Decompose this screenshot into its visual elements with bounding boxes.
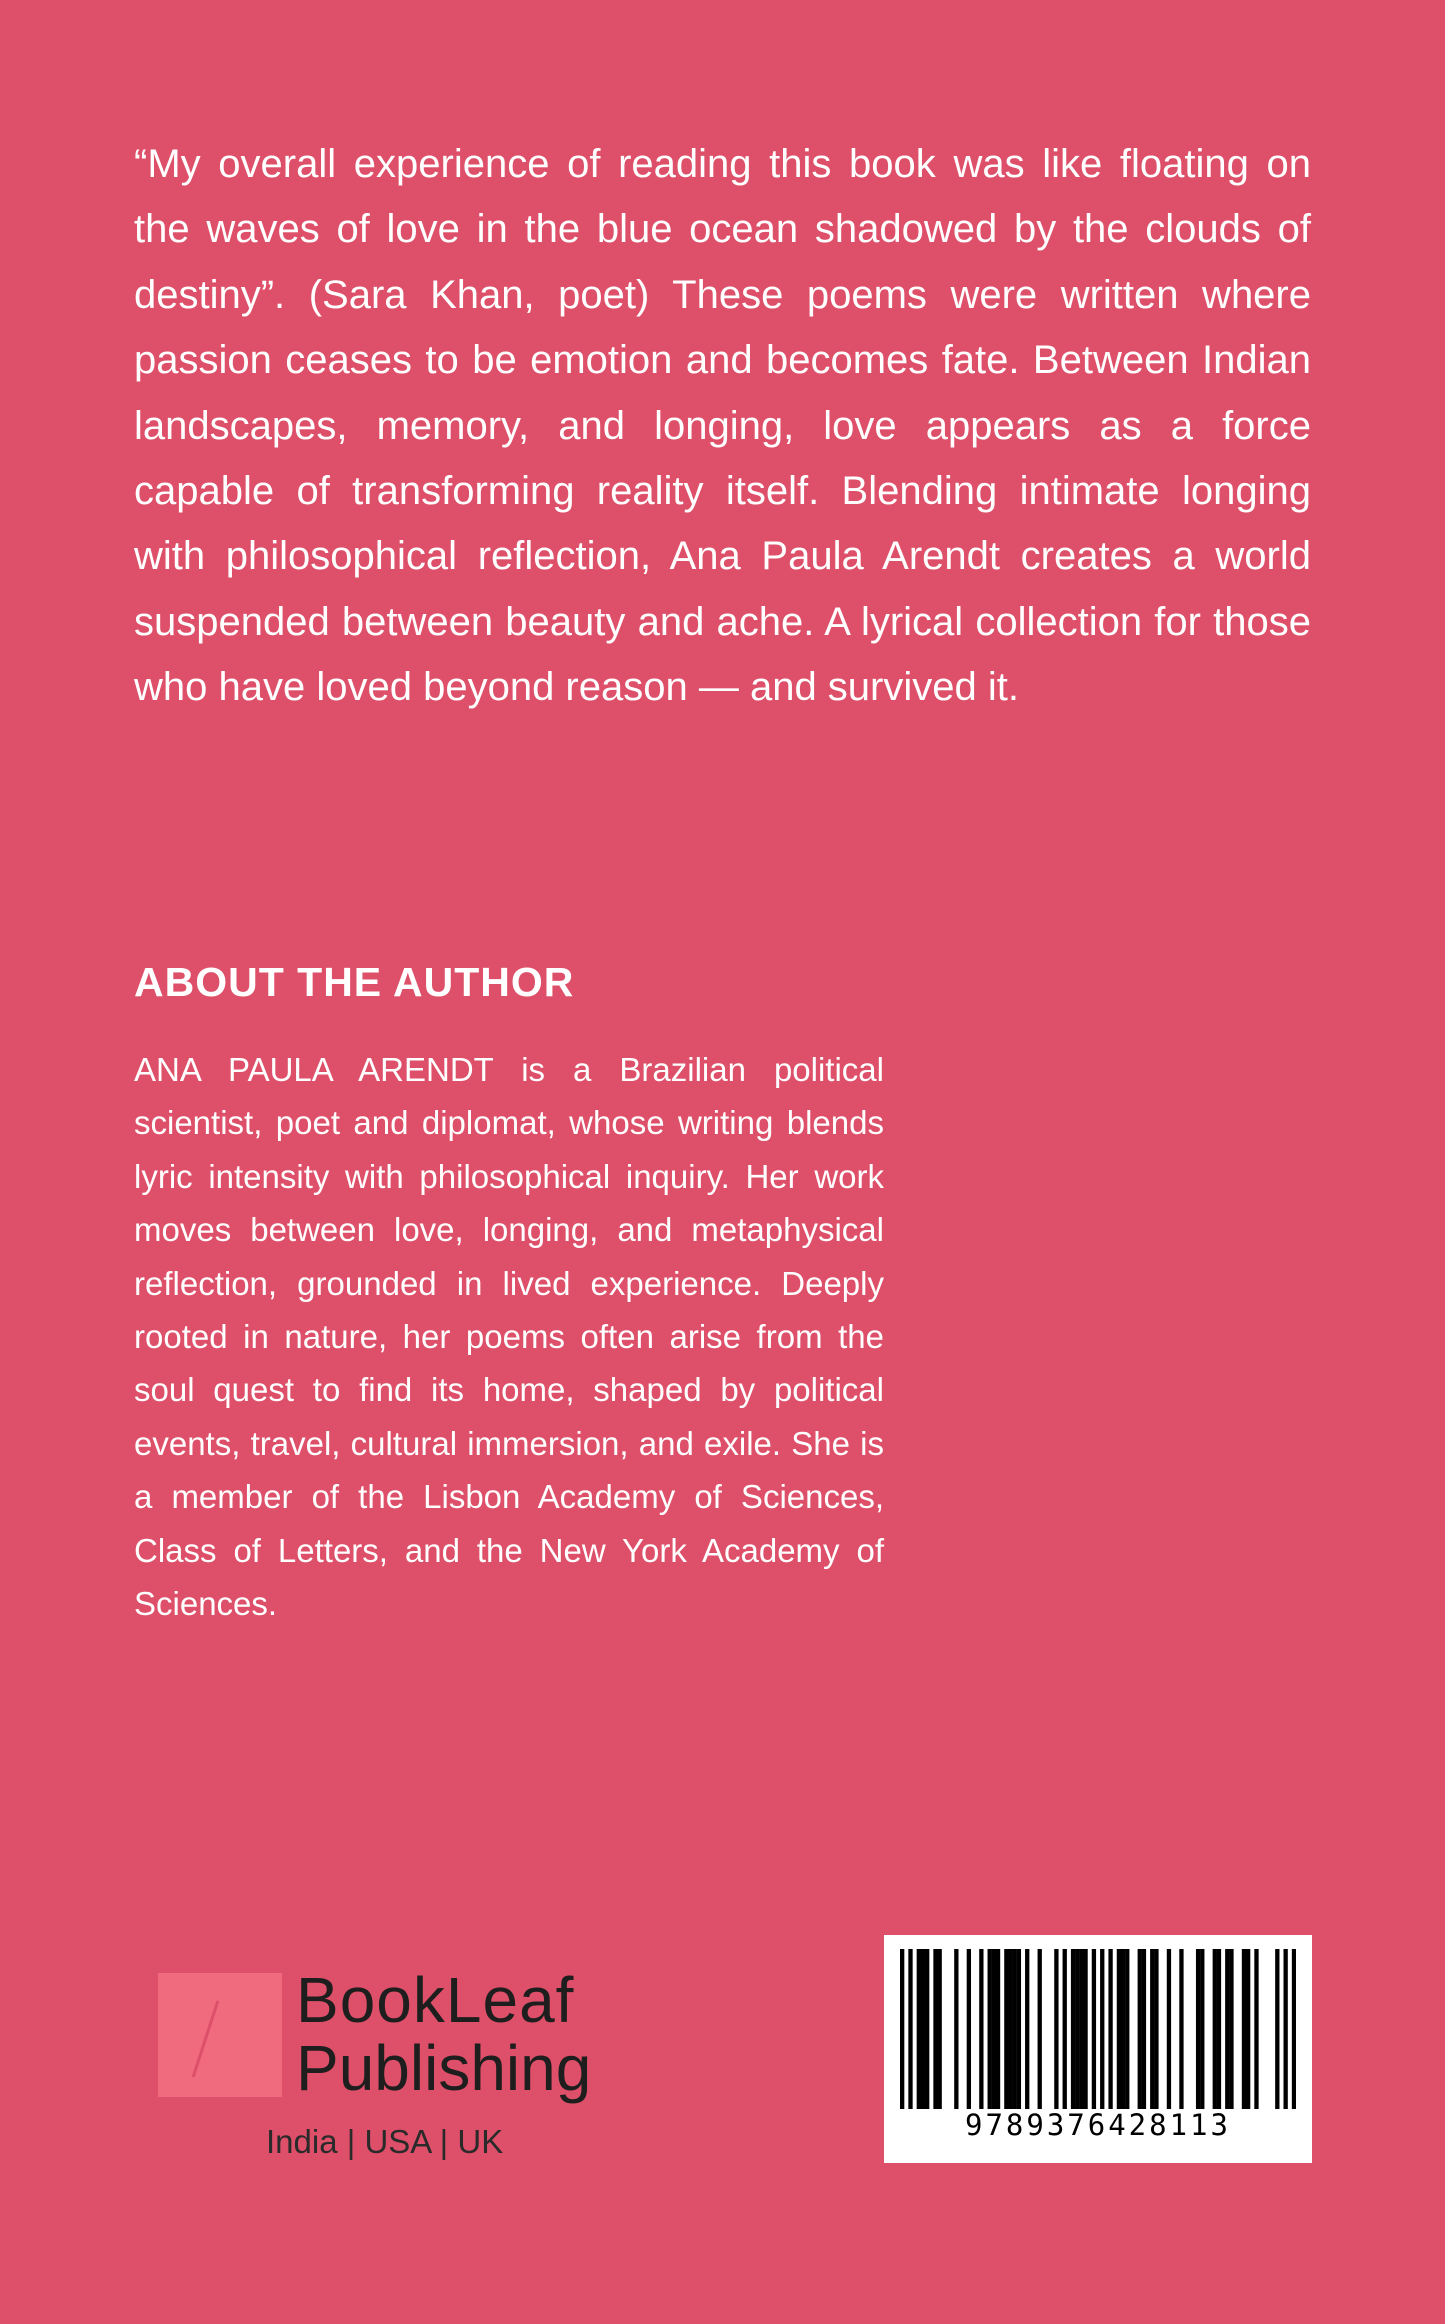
barcode-bar-24 bbox=[1083, 1949, 1087, 2109]
barcode-bar-7 bbox=[954, 1949, 958, 2109]
barcode-bar-32 bbox=[1142, 1949, 1146, 2109]
barcode-bar-11 bbox=[992, 1949, 996, 2109]
barcode-bar-16 bbox=[1017, 1949, 1021, 2109]
book-blurb: “My overall experience of reading this book was like floating on the waves of love in the blue ocean shadowed by the clouds of destiny”. (Sara Khan, poet) These poems were written where passion ceases to be emotion and becomes fate. Between Indian landscapes, memory, and longing, love appears as a force capable of transforming reality itself. Blending intimate longing with philosophical reflection, Ana Paula Arendt creates a world suspended between beauty and ache. A lyrical collection for those who have loved beyond reason — and survived it. bbox=[134, 142, 1311, 710]
barcode-bar-36 bbox=[1179, 1949, 1183, 2109]
barcode-bar-4 bbox=[925, 1949, 929, 2109]
barcode-bar-15 bbox=[1013, 1949, 1017, 2109]
barcode-bar-47 bbox=[1283, 1949, 1287, 2109]
barcode-bar-42 bbox=[1229, 1949, 1233, 2109]
publisher-name-line2: Publishing bbox=[296, 2032, 592, 2104]
barcode-bar-30 bbox=[1125, 1949, 1129, 2109]
barcode-bar-38 bbox=[1200, 1949, 1204, 2109]
barcode-bar-19 bbox=[1054, 1949, 1058, 2109]
barcode-bar-10 bbox=[988, 1949, 992, 2109]
barcode-bar-35 bbox=[1167, 1949, 1171, 2109]
barcode-bar-17 bbox=[1025, 1949, 1029, 2109]
barcode-bar-33 bbox=[1150, 1949, 1154, 2109]
barcode-bar-21 bbox=[1071, 1949, 1075, 2109]
barcode-bar-18 bbox=[1038, 1949, 1042, 2109]
barcode-bar-45 bbox=[1254, 1949, 1258, 2109]
barcode-bar-43 bbox=[1242, 1949, 1246, 2109]
publisher-logo bbox=[158, 1964, 618, 2170]
barcode-bar-5 bbox=[933, 1949, 937, 2109]
slash-square-icon bbox=[158, 1973, 282, 2097]
barcode-bar-13 bbox=[1004, 1949, 1008, 2109]
barcode-bar-41 bbox=[1225, 1949, 1229, 2109]
barcode-bar-40 bbox=[1217, 1949, 1221, 2109]
barcode-bar-29 bbox=[1121, 1949, 1125, 2109]
about-author-text: ANA PAULA ARENDT is a Brazilian political scientist, poet and diplomat, whose writing blends lyric intensity with philosophical inquiry. Her work moves between love, longing, and metaphysical reflection, grounded in lived experience. Deeply rooted in nature, her poems often arise from the soul quest to find its home, shaped by political events, travel, cultural immersion, and exile. She is a member of the Lisbon Academy of Sciences, Class of Letters, and the New York Academy of Sciences. bbox=[134, 1051, 884, 1623]
barcode-bar-2 bbox=[917, 1949, 921, 2109]
barcode-bar-14 bbox=[1008, 1949, 1012, 2109]
barcode-bar-26 bbox=[1100, 1949, 1104, 2109]
barcode-bar-25 bbox=[1092, 1949, 1096, 2109]
barcode-bar-37 bbox=[1196, 1949, 1200, 2109]
barcode-bar-46 bbox=[1275, 1949, 1279, 2109]
barcode-bar-44 bbox=[1246, 1949, 1250, 2109]
barcode-bar-39 bbox=[1213, 1949, 1217, 2109]
isbn-number: 9789376428113 bbox=[965, 2108, 1231, 2142]
barcode-bar-27 bbox=[1108, 1949, 1112, 2109]
barcode-bar-23 bbox=[1079, 1949, 1083, 2109]
barcode-bars bbox=[900, 1949, 1296, 2109]
barcode-bar-31 bbox=[1138, 1949, 1142, 2109]
barcode-bar-1 bbox=[908, 1949, 912, 2109]
barcode-bar-34 bbox=[1154, 1949, 1158, 2109]
barcode-bar-22 bbox=[1075, 1949, 1079, 2109]
publisher-regions: India | USA | UK bbox=[266, 2123, 504, 2160]
barcode-bar-0 bbox=[900, 1949, 904, 2109]
barcode-bar-8 bbox=[967, 1949, 971, 2109]
publisher-name-line1: BookLeaf bbox=[296, 1964, 575, 2036]
barcode-bar-28 bbox=[1117, 1949, 1121, 2109]
isbn-barcode bbox=[884, 1935, 1312, 2163]
barcode-bar-6 bbox=[938, 1949, 942, 2109]
barcode-bar-3 bbox=[921, 1949, 925, 2109]
about-author-heading: ABOUT THE AUTHOR bbox=[134, 959, 575, 1005]
barcode-bar-12 bbox=[996, 1949, 1000, 2109]
barcode-bar-9 bbox=[979, 1949, 983, 2109]
barcode-bar-48 bbox=[1292, 1949, 1296, 2109]
logo-slash-mark bbox=[192, 2000, 220, 2077]
barcode-bar-20 bbox=[1063, 1949, 1067, 2109]
